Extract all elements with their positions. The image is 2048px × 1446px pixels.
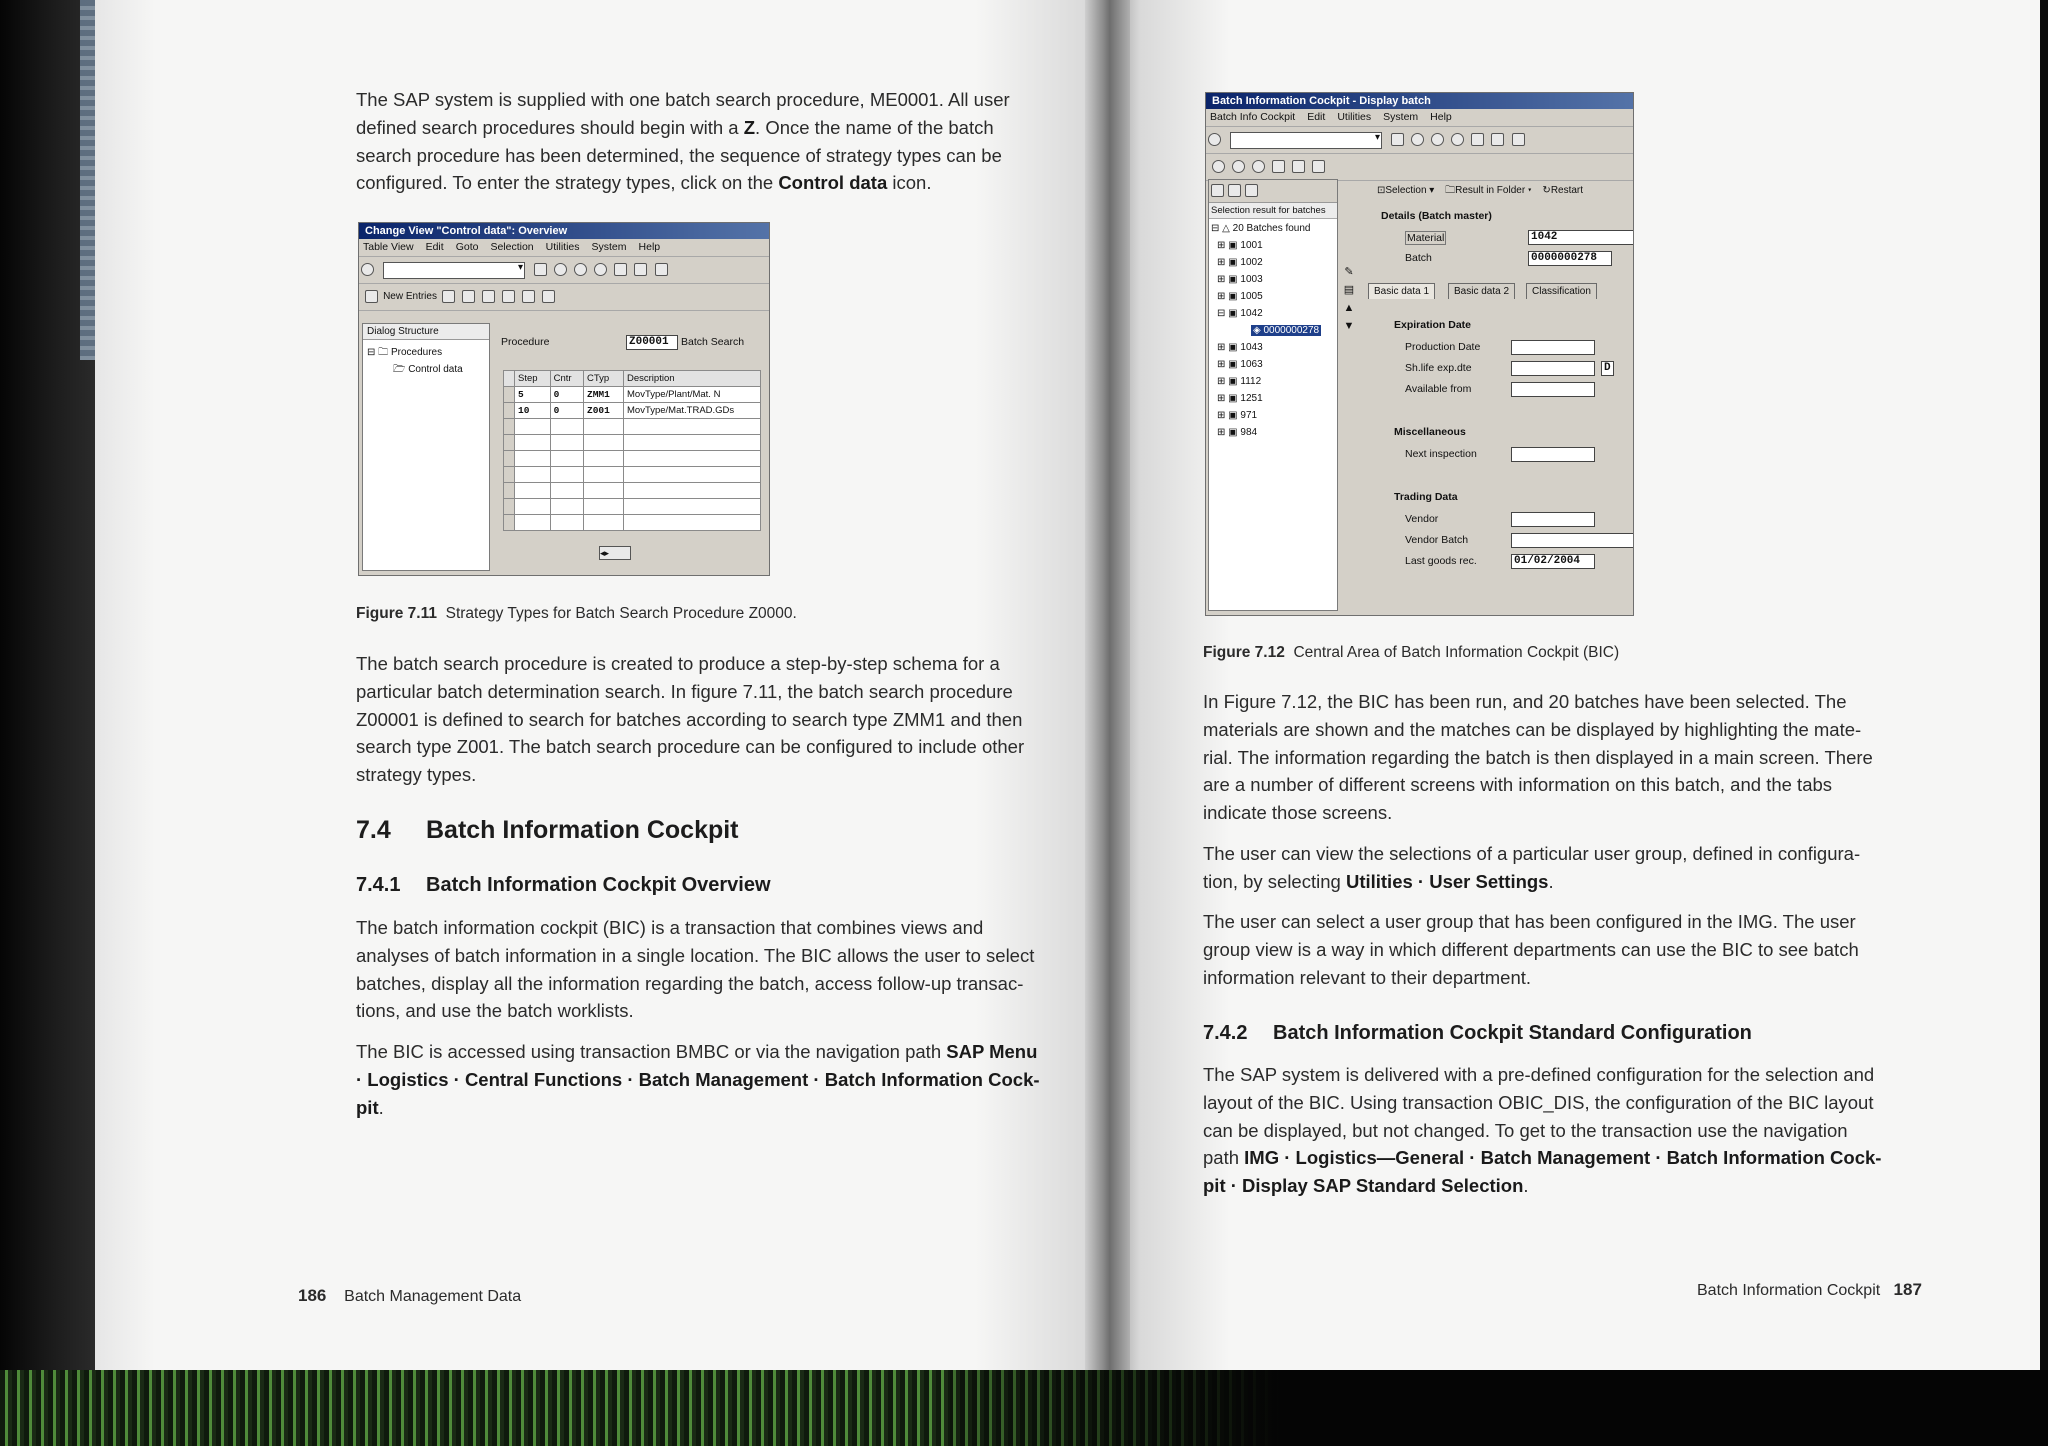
- deselect-icon[interactable]: [542, 290, 555, 303]
- edit-pencil-icon[interactable]: ✎: [1344, 266, 1354, 278]
- tree-item-material[interactable]: ⊞ ▣ 1002: [1217, 257, 1263, 268]
- running-footer-left: Batch Management Data: [344, 1288, 522, 1305]
- table-row-empty[interactable]: [504, 467, 761, 483]
- menu-system[interactable]: System: [1383, 111, 1419, 123]
- table-row-empty[interactable]: [504, 499, 761, 515]
- tree-item-material[interactable]: ⊞ ▣ 984: [1217, 427, 1258, 438]
- find-next-icon[interactable]: [1512, 133, 1525, 146]
- back-icon[interactable]: [554, 263, 567, 276]
- filter-icon[interactable]: [1211, 184, 1224, 197]
- material-icon: ▣: [1228, 308, 1238, 319]
- right-para-3: The user can select a user group that has been configured in the IMG. The user group view is a way in which different departments can use the BIC to see batch information relevant to their department.: [1203, 911, 1859, 988]
- right-para-2: The user can view the selections of a particular user group, defined in configura- tion, by selecting Utilities · User Settings.: [1203, 843, 1861, 892]
- worklist-icon[interactable]: ▤: [1343, 284, 1355, 296]
- vendor-label: Vendor: [1405, 513, 1439, 525]
- copy-icon[interactable]: [442, 290, 455, 303]
- tree-item-material[interactable]: ⊞ ▣ 1063: [1217, 359, 1263, 370]
- menu-utilities[interactable]: Utilities: [545, 241, 580, 253]
- col-ctyp[interactable]: CTyp: [584, 371, 624, 387]
- material-icon: ▣: [1228, 274, 1238, 285]
- window-title: Batch Information Cockpit - Display batch: [1206, 93, 1633, 109]
- vendor-batch-label: Vendor Batch: [1405, 534, 1469, 546]
- tree-item-material[interactable]: ⊞ ▣ 1112: [1217, 376, 1262, 387]
- sort-icon[interactable]: [1228, 184, 1241, 197]
- procedure-description: Batch Search: [681, 336, 745, 348]
- folder-icon: 🗀: [1445, 185, 1456, 196]
- tab-classification[interactable]: Classification: [1526, 283, 1597, 299]
- selection-button[interactable]: ⊡Selection ▾: [1377, 185, 1435, 196]
- menu-edit[interactable]: Edit: [1307, 111, 1326, 123]
- back-icon[interactable]: [1411, 133, 1424, 146]
- standard-toolbar: [359, 257, 769, 284]
- dialog-structure-title: Dialog Structure: [363, 324, 489, 340]
- last-goods-receipt-label: Last goods rec.: [1405, 555, 1477, 567]
- tree-item-material[interactable]: ⊞ ▣ 1005: [1217, 291, 1263, 302]
- save-icon[interactable]: [534, 263, 547, 276]
- production-date-field[interactable]: [1511, 340, 1595, 355]
- zoom-out-icon[interactable]: [1232, 160, 1245, 173]
- cancel-icon[interactable]: [594, 263, 607, 276]
- book-gutter: [1085, 0, 1130, 1380]
- material-icon: ▣: [1228, 359, 1238, 370]
- app-toolbar: [1206, 154, 1633, 181]
- exit-icon[interactable]: [574, 263, 587, 276]
- menu-system[interactable]: System: [591, 241, 627, 253]
- figure-712-caption: Figure 7.12 Central Area of Batch Information Cockpit (BIC): [1203, 644, 1620, 661]
- shelf-life-field[interactable]: [1511, 361, 1595, 376]
- menu-edit[interactable]: Edit: [425, 241, 444, 253]
- dialog-tree: [367, 344, 463, 378]
- next-inspection-label: Next inspection: [1405, 448, 1477, 460]
- menu-goto[interactable]: Goto: [455, 241, 479, 253]
- batch-detail-pane: [1361, 179, 1631, 613]
- tree-item-procedures[interactable]: ⊟ 🗀 Procedures: [367, 347, 443, 358]
- material-icon: ▣: [1228, 393, 1238, 404]
- window-title: Change View "Control data": Overview: [359, 223, 769, 239]
- display-change-icon[interactable]: [1212, 160, 1225, 173]
- detail-pane: [491, 323, 765, 569]
- tree-item-material[interactable]: ⊞ ▣ 1251: [1217, 393, 1263, 404]
- shelf-life-period-field[interactable]: D: [1601, 361, 1614, 376]
- select-block-icon[interactable]: [522, 290, 535, 303]
- material-field[interactable]: 1042: [1528, 230, 1634, 245]
- left-para-4: The BIC is accessed using transaction BMBC or via the navigation path SAP Menu · Logistics · Central Functions · Batch Management · Batch Information Cock- pit.: [356, 1041, 1040, 1118]
- result-in-folder-button[interactable]: 🗀Result in Folder ▾: [1445, 185, 1532, 196]
- table-header-row: [504, 371, 761, 387]
- undo-icon[interactable]: [482, 290, 495, 303]
- table-row[interactable]: 10 0 Z001 MovType/Mat.TRAD.GDs: [504, 403, 761, 419]
- left-para-1: The SAP system is supplied with one batch search procedure, ME0001. All user defined search procedures should begin with a Z. Once the name of the batch search procedure has been determined, the sequence of strategy types can be configured. To enter the strategy types, click on the Control data icon.: [356, 89, 1010, 194]
- batch-field[interactable]: 0000000278: [1528, 251, 1612, 266]
- print-icon[interactable]: [614, 263, 627, 276]
- find-icon[interactable]: [634, 263, 647, 276]
- menu-bar: [1206, 109, 1633, 127]
- vendor-batch-field[interactable]: [1511, 533, 1634, 548]
- control-data-table: [503, 370, 761, 531]
- table-icon[interactable]: [1312, 160, 1325, 173]
- right-para-1: In Figure 7.12, the BIC has been run, and 20 batches have been selected. The materials are shown and the matches can be displayed by highlighting the mate- rial. The information regarding the batch is then displayed in a main screen. There are a number of different screens with information on this batch, and the tabs indicate those screens.: [1203, 691, 1873, 824]
- move-down-icon[interactable]: ▼: [1343, 320, 1355, 332]
- left-para-3: The batch information cockpit (BIC) is a transaction that combines views and analyses of batch information in a single location. The BIC allows the user to select batches, display all the information regarding the batch, access follow-up transac- tions, and use the batch worklists.: [356, 917, 1035, 1022]
- details-group-title: Details (Batch master): [1381, 210, 1492, 222]
- table-row[interactable]: 5 0 ZMM1 MovType/Plant/Mat. N: [504, 387, 761, 403]
- folder-icon: 🗀: [378, 347, 389, 358]
- material-icon: ▣: [1228, 342, 1238, 353]
- cancel-icon[interactable]: [1451, 133, 1464, 146]
- col-cntr[interactable]: Cntr: [550, 371, 583, 387]
- row-selector[interactable]: [504, 403, 515, 419]
- col-description[interactable]: Description: [624, 371, 761, 387]
- exit-icon[interactable]: [1431, 133, 1444, 146]
- selection-toolbar: [1209, 180, 1337, 203]
- hierarchy-icon[interactable]: [1272, 160, 1285, 173]
- save-icon[interactable]: [1391, 133, 1404, 146]
- procedure-label: Procedure: [501, 336, 550, 348]
- left-page-footer: [298, 1286, 521, 1306]
- print-icon[interactable]: [1471, 133, 1484, 146]
- table-row-empty[interactable]: [504, 483, 761, 499]
- menu-table-view[interactable]: Table View: [363, 241, 414, 253]
- warning-triangle-icon: △: [1222, 223, 1230, 234]
- material-icon: ▣: [1228, 257, 1238, 268]
- tab-basic-data-2[interactable]: Basic data 2: [1448, 283, 1515, 299]
- find-icon[interactable]: [1491, 133, 1504, 146]
- section-heading-7-4-2: 7.4.2 Batch Information Cockpit Standard Configuration: [1203, 1022, 1752, 1044]
- folder-open-icon: 🗁: [393, 364, 406, 375]
- section-heading-7-4: 7.4 Batch Information Cockpit: [356, 816, 739, 844]
- tree-item-material[interactable]: ⊞ ▣ 1043: [1217, 342, 1263, 353]
- delete-icon[interactable]: [462, 290, 475, 303]
- scan-right-edge: [2040, 0, 2048, 1370]
- standard-toolbar: [1206, 127, 1633, 154]
- figure-712-screenshot: [1205, 92, 1634, 616]
- selection-result-pane: [1208, 179, 1338, 611]
- running-footer-right: Batch Information Cockpit: [1697, 1282, 1881, 1299]
- move-up-icon[interactable]: ▲: [1343, 302, 1355, 314]
- right-page-footer: [1697, 1280, 1922, 1300]
- batch-icon: ◈: [1253, 325, 1261, 336]
- print-icon[interactable]: [1245, 184, 1258, 197]
- select-all-column[interactable]: [504, 371, 515, 387]
- figure-711-caption: Figure 7.11 Strategy Types for Batch Search Procedure Z0000.: [356, 605, 797, 622]
- available-from-label: Available from: [1405, 383, 1472, 395]
- material-icon: ▣: [1228, 376, 1238, 387]
- table-row-empty[interactable]: [504, 435, 761, 451]
- restart-icon: ↻: [1542, 185, 1551, 196]
- batch-label: Batch: [1405, 252, 1432, 264]
- find-next-icon[interactable]: [655, 263, 668, 276]
- row-selector[interactable]: [504, 387, 515, 403]
- enter-icon[interactable]: [1208, 133, 1221, 146]
- procedure-field[interactable]: Z00001: [626, 335, 678, 350]
- right-para-4: The SAP system is delivered with a pre-defined configuration for the selection and layout of the BIC. Using transaction OBIC_DIS, the configuration of the BIC layout can be displayed, but not changed. To get to the transaction use the navigation path IMG · Logistics—General · Batch Management · Batch Information Cock- pit · Display SAP Standard Selection.: [1203, 1064, 1882, 1197]
- miscellaneous-group-title: Miscellaneous: [1394, 426, 1466, 438]
- tab-basic-data-1[interactable]: Basic data 1: [1368, 283, 1435, 299]
- production-date-label: Production Date: [1405, 341, 1481, 353]
- detail-toolbar: [1361, 183, 1631, 200]
- next-inspection-field[interactable]: [1511, 447, 1595, 462]
- tree-item-batch-selected[interactable]: ◈ 0000000278: [1253, 325, 1320, 336]
- left-para-2: The batch search procedure is created to produce a step-by-step schema for a particular batch determination search. In figure 7.11, the batch search procedure Z00001 is defined to search for batches according to search type ZMM1 and then search type Z001. The batch search procedure can be configured to include other strategy types.: [356, 653, 1025, 786]
- menu-utilities[interactable]: Utilities: [1337, 111, 1372, 123]
- menu-selection[interactable]: Selection: [490, 241, 534, 253]
- expiration-group-title: Expiration Date: [1394, 319, 1472, 331]
- shelf-life-label: Sh.life exp.dte: [1405, 362, 1472, 374]
- vendor-field[interactable]: [1511, 512, 1595, 527]
- batch-tree: [1211, 220, 1321, 441]
- command-field[interactable]: [1230, 132, 1382, 149]
- menu-batch-info-cockpit[interactable]: Batch Info Cockpit: [1210, 111, 1296, 123]
- table-row-empty[interactable]: [504, 515, 761, 531]
- edit-pencil-icon[interactable]: [365, 290, 378, 303]
- available-from-field[interactable]: [1511, 382, 1595, 397]
- last-goods-receipt-field[interactable]: 01/02/2004: [1511, 554, 1595, 569]
- tree-item-material[interactable]: ⊞ ▣ 971: [1217, 410, 1258, 421]
- select-all-icon[interactable]: [502, 290, 515, 303]
- tree-item-material-expanded[interactable]: ⊟ ▣ 1042: [1217, 308, 1263, 319]
- tree-item-control-data[interactable]: 🗁 Control data: [393, 364, 463, 375]
- material-icon: ▣: [1228, 427, 1238, 438]
- col-step[interactable]: Step: [515, 371, 551, 387]
- restart-button[interactable]: ↻Restart: [1542, 185, 1584, 196]
- tree-item-material[interactable]: ⊞ ▣ 1003: [1217, 274, 1263, 285]
- menu-bar: [359, 239, 769, 257]
- zoom-in-icon[interactable]: [1252, 160, 1265, 173]
- selection-result-title: Selection result for batches: [1209, 203, 1337, 219]
- dialog-structure-pane: [362, 323, 490, 571]
- tree-item-material[interactable]: ⊞ ▣ 1001: [1217, 240, 1263, 251]
- selection-icon: ⊡: [1377, 185, 1386, 196]
- app-toolbar: [359, 284, 769, 311]
- material-icon: ▣: [1228, 240, 1238, 251]
- new-entries-button[interactable]: New Entries: [383, 291, 437, 302]
- material-label: Material: [1407, 232, 1445, 244]
- tree-root[interactable]: ⊟ △ 20 Batches found: [1211, 223, 1311, 234]
- table-row-empty[interactable]: [504, 419, 761, 435]
- where-used-icon[interactable]: [1292, 160, 1305, 173]
- figure-711-screenshot: [358, 222, 770, 576]
- page-number-186: 186: [298, 1286, 327, 1305]
- command-field[interactable]: [383, 262, 525, 279]
- material-icon: ▣: [1228, 291, 1238, 302]
- trading-data-group-title: Trading Data: [1394, 491, 1458, 503]
- page-number-187: 187: [1893, 1280, 1922, 1299]
- horizontal-scrollbar[interactable]: ◂▸: [599, 546, 631, 560]
- table-row-empty[interactable]: [504, 451, 761, 467]
- enter-icon[interactable]: [361, 263, 374, 276]
- scan-bottom-shadow: [950, 1370, 2048, 1446]
- section-heading-7-4-1: 7.4.1 Batch Information Cockpit Overview: [356, 874, 771, 896]
- menu-help[interactable]: Help: [1430, 111, 1452, 123]
- batch-action-strip: [1340, 263, 1358, 335]
- material-icon: ▣: [1228, 410, 1238, 421]
- menu-help[interactable]: Help: [638, 241, 661, 253]
